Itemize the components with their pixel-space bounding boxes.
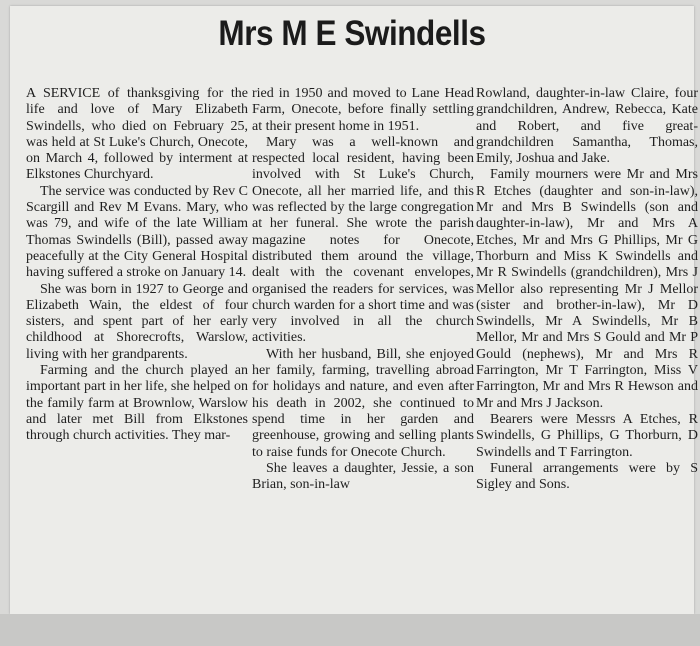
paragraph: ried in 1950 and moved to Lane Head Farm, Onecote, before finally settling at their present home in 1951. xyxy=(252,86,474,134)
paragraph: Family mourners were Mr and Mrs R Etches (daughter and son-in-law), Mr and Mrs B Swindells (son and daughter-in-law), Mr and Mrs A Etches, Mr and Mrs G Phillips, Mr G Thorburn and Miss K Swindells and Mr R Swindells (grandchildren), Mrs J Mellor also representing Mr J Mellor (sister and brother-in-law), Mr D Swindells, Mr A Swindells, Mr B Mellor, Mr and Mrs S Gould and Mr P Gould (nephews), Mr and Mrs R Farrington, Mr T Farrington, Miss V Farrington, Mr and Mrs R Hewson and Mr and Mrs J Jackson. xyxy=(476,167,698,411)
paragraph: Mary was a well-known and respected local resident, having been involved with St Luke's Church, Onecote, all her married life, and this was reflected by the large congregation at her funeral. She wrote the parish magazine notes for Onecote, distributed them around the village, dealt with the covenant envelopes, organised the readers for services, was church warden for a short time and was very involved in all the church activities. xyxy=(252,134,474,346)
article-column-1 xyxy=(26,86,248,445)
paragraph: Farming and the church played an important part in her life, she helped on the family farm at Brownlow, Warslow and later met Bill from Elkstones through church activities. They mar- xyxy=(26,363,248,444)
article-column-2 xyxy=(252,86,474,493)
paragraph: A SERVICE of thanksgiving for the life and love of Mary Elizabeth Swindells, who died on February 25, was held at St Luke's Church, Onecote, on March 4, followed by interment at Elkstones Churchyard. xyxy=(26,86,248,183)
paragraph: She was born in 1927 to George and Elizabeth Wain, the eldest of four sisters, and spent part of her early childhood at Shorecrofts, Warslow, living with her grandparents. xyxy=(26,281,248,362)
paragraph: Bearers were Messrs A Etches, R Swindells, G Phillips, G Thorburn, D Swindells and T Farrington. xyxy=(476,411,698,460)
paragraph: The service was conducted by Rev C Scargill and Rev M Evans. Mary, who was 79, and wife of the late William Thomas Swindells (Bill), passed away peacefully at the City General Hospital having suffered a stroke on January 14. xyxy=(26,183,248,281)
paragraph: With her husband, Bill, she enjoyed her family, farming, travelling abroad for holidays and nature, and even after his death in 2002, she continued to spend time in her garden and greenhouse, growing and selling plants to raise funds for Onecote Church. xyxy=(252,346,474,460)
background-strip xyxy=(0,614,700,646)
obituary-headline: Mrs M E Swindells xyxy=(218,14,486,53)
paragraph: Funeral arrangements were by S Sigley and Sons. xyxy=(476,460,698,493)
article-column-3 xyxy=(476,86,698,493)
paragraph: Rowland, daughter-in-law Claire, four grandchildren, Andrew, Rebecca, Kate and Robert, and five great-grandchildren Samantha, Thomas, Emily, Joshua and Jake. xyxy=(476,86,698,167)
paragraph: She leaves a daughter, Jessie, a son Brian, son-in-law xyxy=(252,460,474,493)
newspaper-clipping xyxy=(10,6,698,614)
